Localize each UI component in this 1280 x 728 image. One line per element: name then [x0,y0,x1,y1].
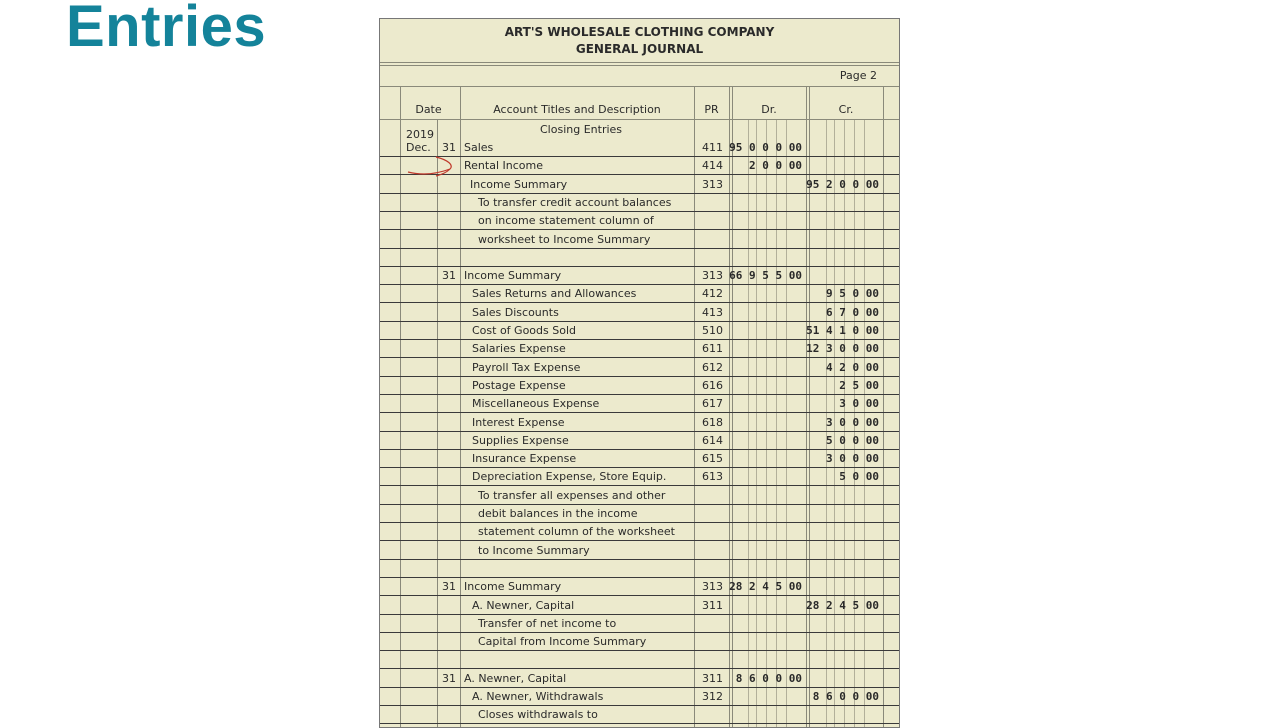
account-title: A. Newner, Capital [464,671,567,685]
journal-row [380,486,899,505]
account-title: Depreciation Expense, Store Equip. [472,470,667,484]
account-title: Payroll Tax Expense [472,360,581,374]
general-journal [379,18,900,728]
journal-row [380,339,899,358]
post-reference: 614 [702,433,723,447]
journal-row [380,394,899,413]
account-title: Income Summary [464,269,562,283]
account-title: A. Newner, Withdrawals [472,690,604,703]
debit-amount: 2 0 0 00 [749,159,802,173]
journal-row [380,321,899,340]
post-reference: 412 [702,287,723,301]
account-header: Account Titles and Description [493,103,661,116]
post-reference: 413 [702,305,723,319]
journal-row [380,156,899,175]
journal-row [380,193,899,212]
account-title: worksheet to Income Summary [478,232,651,246]
debit-amount: 8 6 0 0 00 [735,671,802,685]
journal-name: GENERAL JOURNAL [575,42,704,56]
account-title: To transfer credit account balances [478,195,672,209]
account-title: A. Newner, Capital [472,598,575,612]
journal-row [380,504,899,523]
date-header: Date [415,103,442,116]
journal-row [380,577,899,596]
post-reference: 617 [702,397,723,411]
account-title: Capital from Income Summary [478,635,647,649]
slide-title: Entries [66,0,267,59]
post-reference: 414 [702,159,723,173]
credit-amount: 3 0 0 00 [826,415,879,429]
journal-row [380,211,899,230]
post-reference: 510 [702,324,723,337]
journal-row [380,449,899,468]
journal-row [380,522,899,541]
title-divider [380,62,899,63]
account-title: Miscellaneous Expense [472,397,600,411]
page-number: Page 2 [839,69,877,82]
account-title: Sales Returns and Allowances [472,287,637,301]
debit-header: Dr. [761,103,777,116]
account-title: Sales [464,141,494,154]
post-reference: 615 [702,452,723,466]
journal-row [380,431,899,450]
account-title: on income statement column of [478,214,654,228]
title-divider-inner [380,65,899,66]
credit-amount: 12 3 0 0 00 [806,342,879,356]
account-title: To transfer all expenses and other [478,488,666,502]
account-title: statement column of the worksheet [478,525,675,539]
debit-amount: 66 9 5 5 00 [729,269,802,283]
header-top-rule [380,86,899,87]
journal-row [380,303,899,322]
account-title: to Income Summary [478,543,590,557]
credit-amount: 95 2 0 0 00 [806,177,879,191]
post-reference: 611 [702,342,723,356]
account-title: Postage Expense [472,378,566,392]
credit-amount: 51 4 1 0 00 [806,324,879,337]
entry-day: 31 [442,269,456,283]
credit-amount: 28 2 4 5 00 [806,598,879,612]
debit-amount: 95 0 0 0 00 [729,141,802,154]
post-reference: 313 [702,177,723,191]
entry-month: Dec. [406,141,431,154]
pr-header: PR [704,103,719,116]
journal-row [380,632,899,651]
journal-row [380,541,899,560]
journal-row [380,376,899,395]
account-title: Cost of Goods Sold [472,324,576,337]
post-reference: 312 [702,690,723,703]
post-reference: 311 [702,671,723,685]
journal-row [380,614,899,633]
account-title: Supplies Expense [472,433,569,447]
journal-row [380,687,899,706]
credit-amount: 5 0 0 00 [826,433,879,447]
credit-amount: 3 0 00 [839,397,879,411]
post-reference: 618 [702,415,723,429]
account-title: Closes withdrawals to [478,708,598,722]
closing-entries-label: Closing Entries [540,123,623,136]
header-bottom-rule [380,119,899,120]
account-title: Income Summary [470,177,568,191]
post-reference: 613 [702,470,723,484]
post-reference: 612 [702,360,723,374]
entry-day: 31 [442,580,456,594]
credit-amount: 5 0 00 [839,470,879,484]
journal-row [380,284,899,303]
journal-row [380,650,899,669]
journal-row [380,596,899,615]
journal-row [380,230,899,249]
post-reference: 411 [702,141,723,154]
hand-drawn-arrow-icon [406,155,456,181]
entry-day: 31 [442,671,456,685]
credit-amount: 9 5 0 00 [826,287,879,301]
entry-year: 2019 [406,128,434,141]
journal-row [380,266,899,285]
credit-header: Cr. [838,103,854,116]
post-reference: 311 [702,598,723,612]
account-title: Income Summary [464,580,562,594]
account-title: Interest Expense [472,415,565,429]
journal-row [380,467,899,486]
account-title: Rental Income [464,159,543,173]
company-name: ART'S WHOLESALE CLOTHING COMPANY [504,25,775,39]
post-reference: 616 [702,378,723,392]
credit-amount: 8 6 0 0 00 [812,690,879,703]
journal-row [380,705,899,724]
journal-row [380,175,899,194]
account-title: Salaries Expense [472,342,566,356]
journal-row [380,669,899,688]
journal-row [380,248,899,267]
debit-amount: 28 2 4 5 00 [729,580,802,594]
credit-amount: 3 0 0 00 [826,452,879,466]
post-reference: 313 [702,269,723,283]
journal-row [380,559,899,578]
credit-amount: 6 7 0 00 [826,305,879,319]
account-title: Insurance Expense [472,452,577,466]
post-reference: 313 [702,580,723,594]
credit-amount: 4 2 0 00 [826,360,879,374]
account-title: Transfer of net income to [478,616,617,630]
account-title: debit balances in the income [478,507,638,520]
credit-amount: 2 5 00 [839,378,879,392]
account-title: Sales Discounts [472,305,559,319]
journal-row [380,413,899,432]
journal-row [380,358,899,377]
entry-day: 31 [442,141,456,154]
